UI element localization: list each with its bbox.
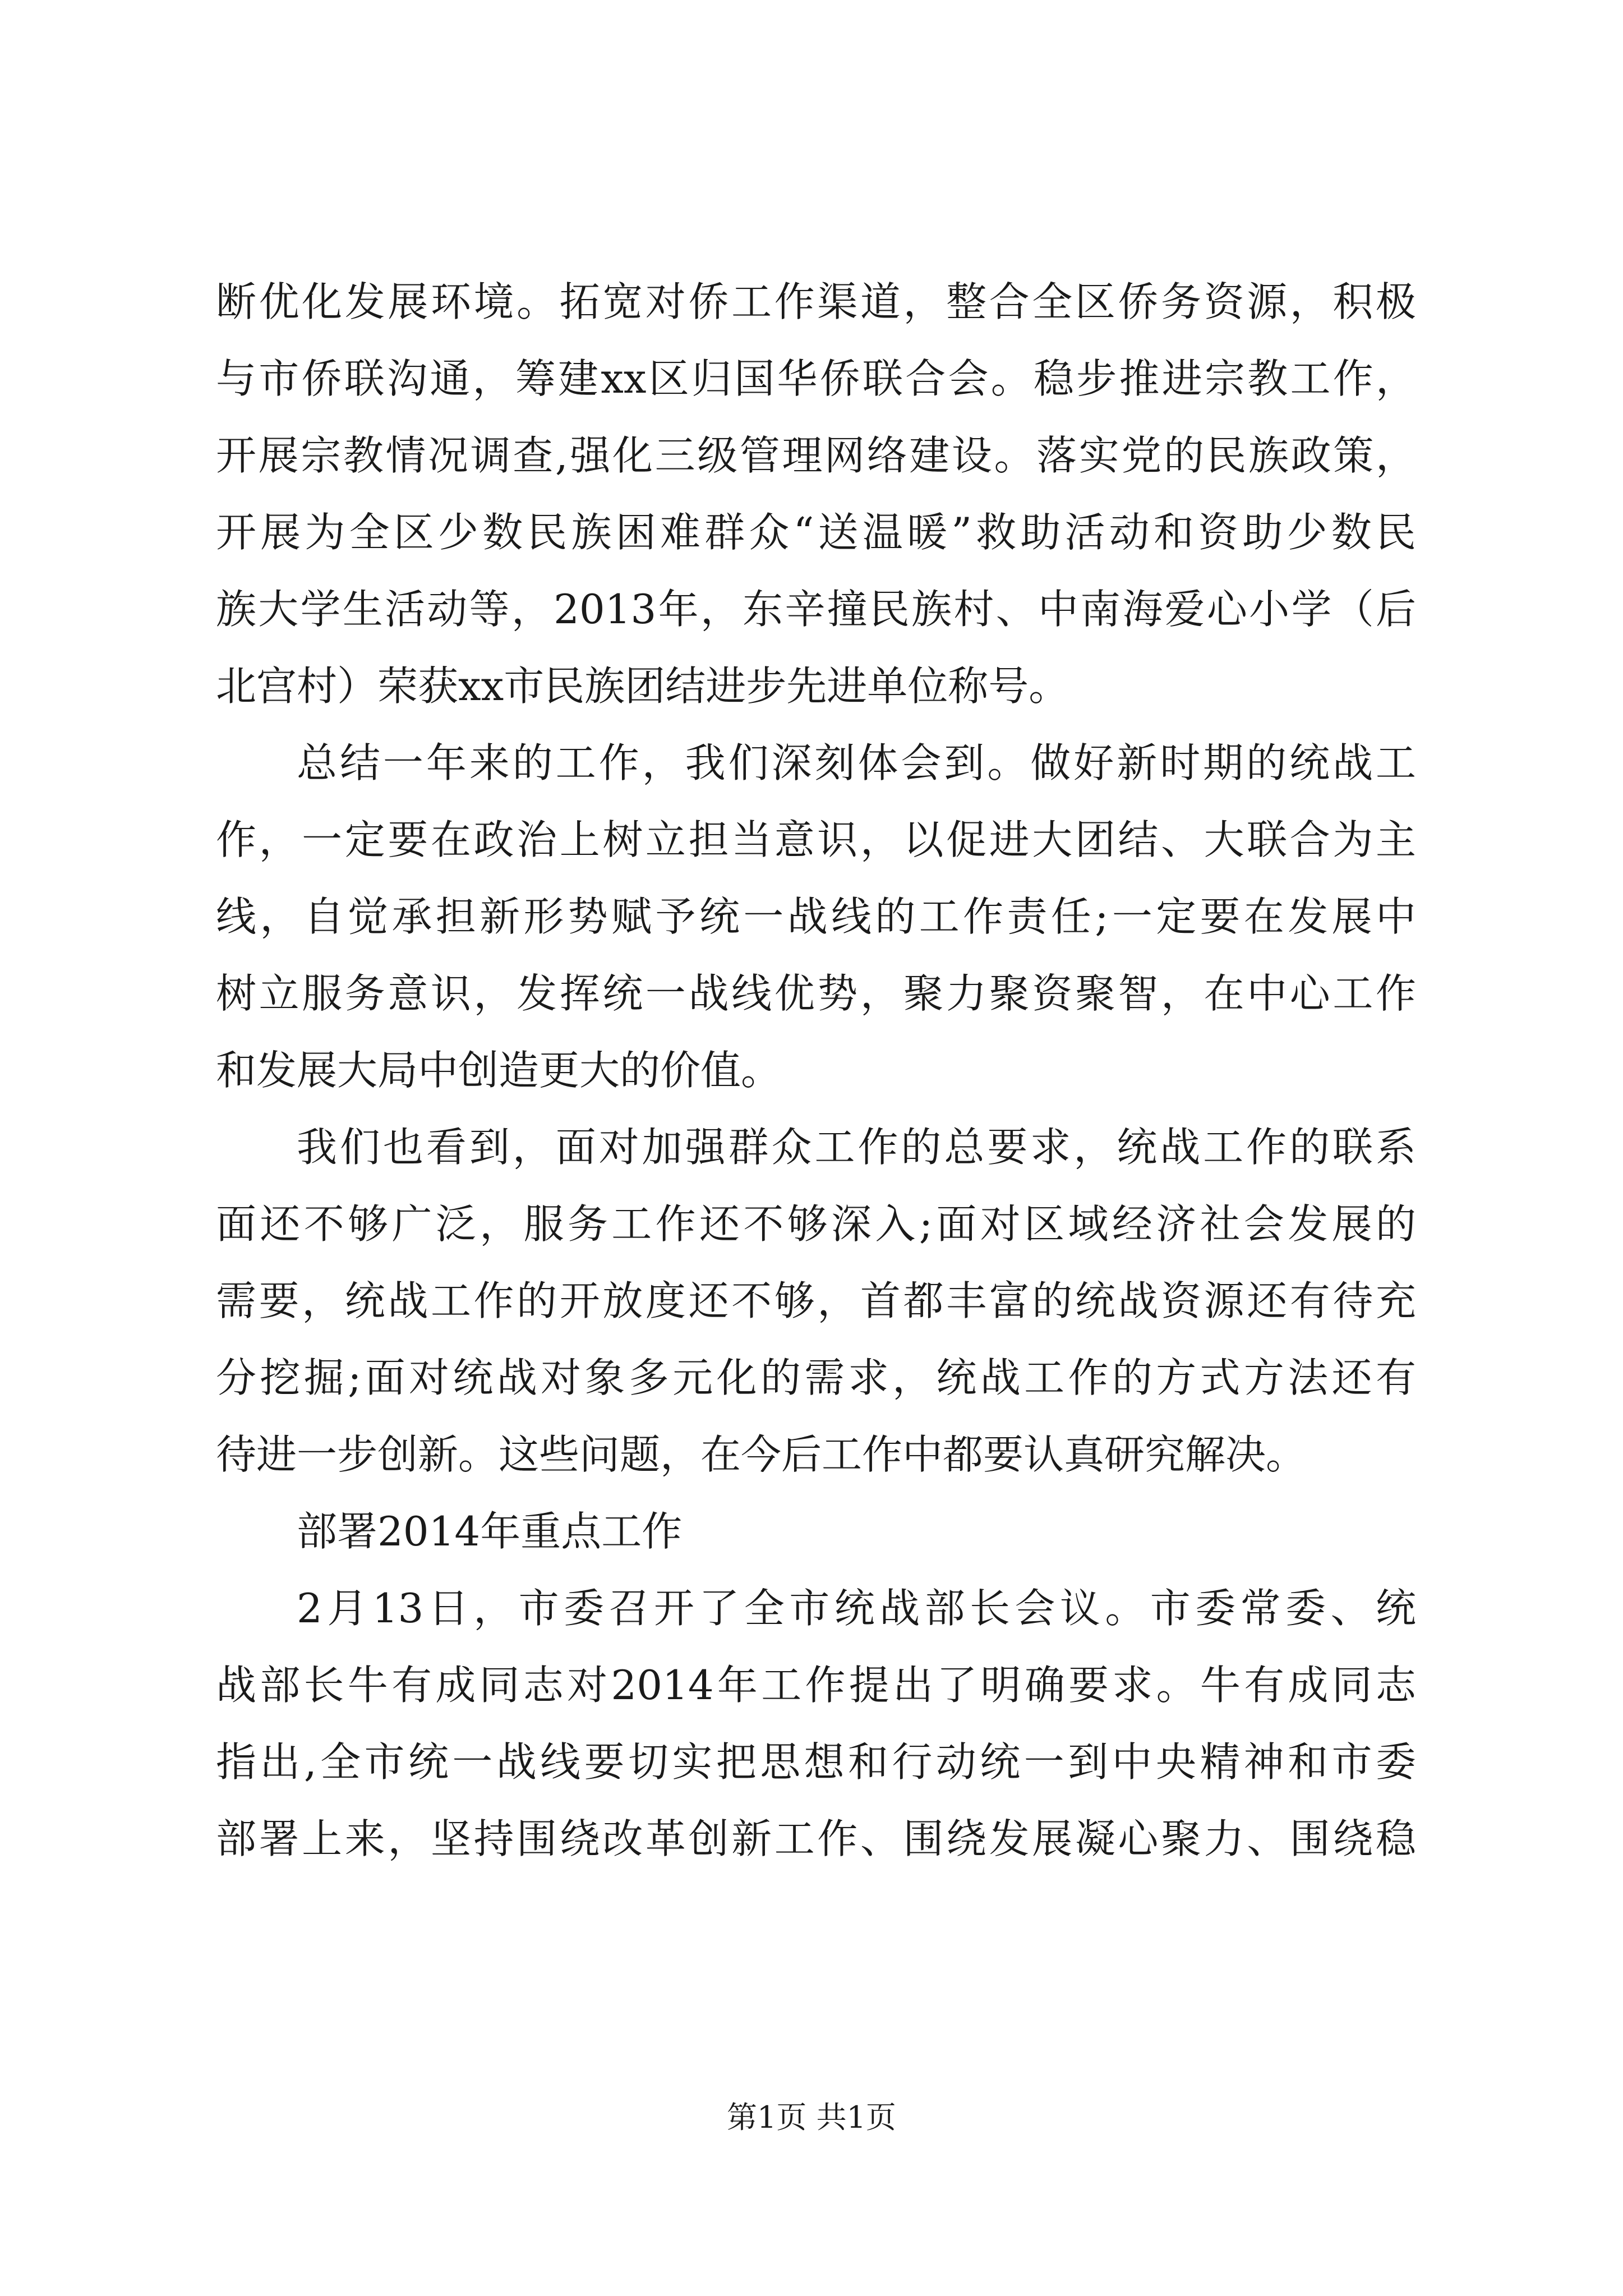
text-line: 部署上来，坚持围绕改革创新工作、围绕发展凝心聚力、围绕稳 [216, 1815, 1416, 1862]
text-line: 和发展大局中创造更大的价值。 [216, 1047, 782, 1094]
text-line: 作，一定要在政治上树立担当意识，以促进大团结、大联合为主 [216, 816, 1416, 863]
page-number-footer: 第1页 共1页 [727, 2100, 896, 2135]
text-line: 线，自觉承担新形势赋予统一战线的工作责任;一定要在发展中 [216, 893, 1416, 940]
document-body [216, 264, 1416, 1878]
text-line: 需要，统战工作的开放度还不够，首都丰富的统战资源还有待充 [216, 1277, 1416, 1324]
section-heading: 部署2014年重点工作 [297, 1508, 683, 1555]
text-line: 我们也看到，面对加强群众工作的总要求，统战工作的联系 [297, 1124, 1416, 1171]
text-line: 族大学生活动等，2013年，东辛撞民族村、中南海爱心小学（后 [216, 586, 1416, 633]
text-line: 开展为全区少数民族困难群众“送温暖”救助活动和资助少数民 [216, 509, 1416, 556]
text-line: 断优化发展环境。拓宽对侨工作渠道，整合全区侨务资源，积极 [216, 278, 1416, 325]
text-line: 开展宗教情况调查,强化三级管理网络建设。落实党的民族政策， [216, 432, 1416, 479]
text-line: 待进一步创新。这些问题，在今后工作中都要认真研究解决。 [216, 1431, 1307, 1478]
text-line: 总结一年来的工作，我们深刻体会到。做好新时期的统战工 [297, 739, 1416, 786]
text-line: 分挖掘;面对统战对象多元化的需求，统战工作的方式方法还有 [216, 1354, 1416, 1401]
text-line: 与市侨联沟通，筹建xx区归国华侨联合会。稳步推进宗教工作， [216, 355, 1416, 402]
text-line: 指出,全市统一战线要切实把思想和行动统一到中央精神和市委 [216, 1738, 1416, 1786]
text-line: 2月13日，市委召开了全市统战部长会议。市委常委、统 [297, 1585, 1416, 1632]
text-line: 树立服务意识，发挥统一战线优势，聚力聚资聚智，在中心工作 [216, 970, 1416, 1017]
text-line: 面还不够广泛，服务工作还不够深入;面对区域经济社会发展的 [216, 1200, 1416, 1248]
text-line: 北宫村）荣获xx市民族团结进步先进单位称号。 [216, 662, 1069, 710]
text-line: 战部长牛有成同志对2014年工作提出了明确要求。牛有成同志 [216, 1662, 1416, 1709]
